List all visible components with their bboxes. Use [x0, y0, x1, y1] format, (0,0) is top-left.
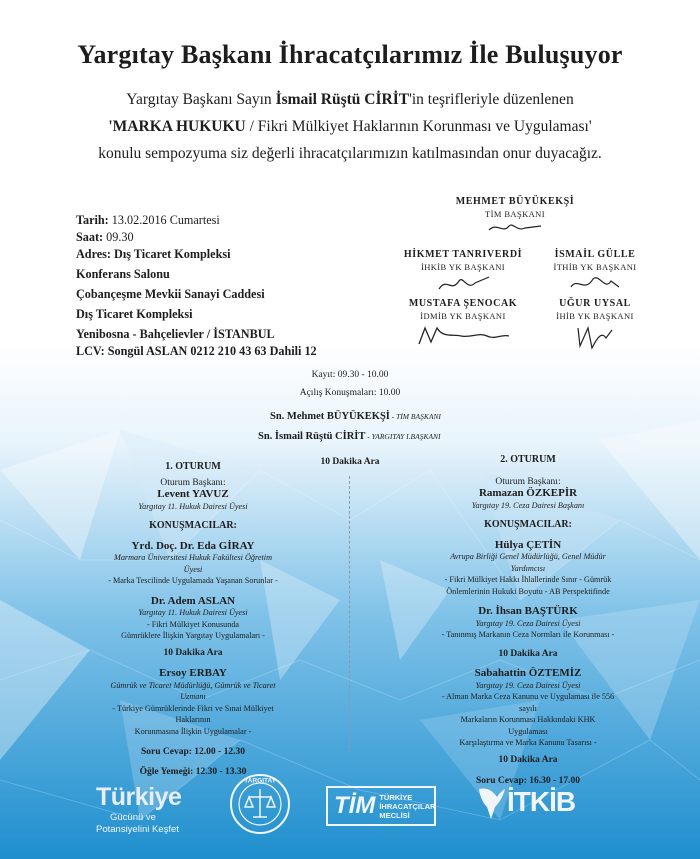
signature-graphic: [485, 220, 545, 236]
time-value: 09.30: [103, 230, 134, 244]
qa-time: Soru Cevap: 16.30 - 17.00: [476, 776, 580, 786]
symposium-topic: 'MARKA HUKUKU: [108, 118, 246, 135]
chair-role: Yargıtay 11. Hukuk Dairesi Üyesi: [138, 501, 248, 511]
speaker-name: Sn. Mehmet BÜYÜKEKŞİ: [270, 411, 390, 422]
session-heading: 2. OTURUM: [500, 454, 556, 465]
speaker-topic: Markaların Korunması Hakkındaki KHK Uygulaması: [460, 715, 596, 736]
signatory-role: İTHİB YK BAŞKANI: [553, 262, 637, 272]
speaker-topic: Karşılaştırma ve Marka Kanunu Tasarısı -: [459, 738, 597, 747]
intro-line-3: konulu sempozyuma siz değerli ihracatçılarımızın katılmasından onur duyacağız.: [98, 145, 602, 162]
speaker-name: Yrd. Doç. Dr. Eda GİRAY: [131, 539, 255, 552]
address-value: Dış Ticaret Kompleksi: [110, 247, 231, 261]
address-line: Konferans Salonu: [76, 267, 170, 281]
chair-label: Oturum Başkanı:: [160, 477, 226, 488]
signature-graphic: [433, 273, 493, 295]
signatory-role: TİM BAŞKANI: [485, 209, 545, 219]
signature-graphic: [565, 273, 625, 295]
turkiye-logo-word: Türkiye: [96, 783, 182, 811]
speaker-name: Dr. İhsan BAŞTÜRK: [478, 605, 578, 617]
tim-logo-line: İHRACATÇILAR: [379, 801, 436, 811]
speaker-role: Marmara Üniversitesi Hukuk Fakültesi Öğretim Üyesi: [114, 553, 272, 574]
break-label: 10 Dakika Ara: [320, 457, 380, 467]
speaker-topic: Korunmasına İlişkin Uygulamalar -: [134, 726, 252, 736]
signatory-name: İSMAİL GÜLLE: [554, 249, 636, 260]
lcv-row: [76, 343, 317, 360]
opening-speaker-1: [270, 411, 441, 422]
lcv-value: Songül ASLAN 0212 210 43 63 Dahili 12: [104, 344, 317, 358]
speaker-topic: - Fikri Mülkiyet Hakkı İhlallerinde Sınır - Gümrük: [444, 575, 612, 584]
event-details: [76, 212, 317, 360]
break-label: 10 Dakika Ara: [163, 647, 223, 658]
speaker-topic: - Fikri Mülkiyet Konusunda: [146, 619, 240, 629]
time-row: [76, 229, 317, 246]
speaker-topic: - Alman Marka Ceza Kanunu ve Uygulaması ile 556 sayılı: [441, 692, 615, 713]
address-line: Yenibosna - Bahçelievler / İSTANBUL: [76, 327, 275, 341]
signatory: [398, 249, 528, 295]
turkiye-logo-sub: Potansiyelini Keşfet: [96, 824, 179, 835]
itkib-bird-icon: [477, 783, 507, 821]
chair-name: Ramazan ÖZKEPİR: [478, 487, 578, 499]
speaker-topic: Önlemlerinin Hukuki Boyutu - AB Perspektifinde: [446, 586, 610, 596]
chair-role: Yargıtay 19. Ceza Dairesi Başkanı: [471, 500, 585, 510]
speaker-role: Yargıtay 19. Ceza Dairesi Üyesi: [475, 680, 581, 690]
qa-time: Soru Cevap: 12.00 - 12.30: [141, 747, 245, 757]
signature-graphic: [570, 322, 620, 352]
turkiye-logo: [96, 783, 181, 836]
intro-line-2: [0, 118, 700, 136]
speaker-topic: - Tanınmış Markanın Ceza Normları ile Korunması -: [441, 630, 615, 639]
signatory-name: UĞUR UYSAL: [559, 298, 631, 309]
signatory: [440, 196, 590, 236]
speaker-name: Sn. İsmail Rüştü CİRİT: [258, 431, 366, 442]
session-divider: [349, 476, 350, 753]
address-label: Adres:: [76, 247, 111, 261]
lunch-time: Öğle Yemeği: 12.30 - 13.30: [139, 766, 247, 777]
yargitay-seal-text: YARGITAY: [244, 777, 276, 785]
speakers-label: KONUŞMACILAR:: [149, 520, 237, 531]
signatory-name: MEHMET BÜYÜKEKŞİ: [455, 196, 575, 207]
speaker-role: Yargıtay 11. Hukuk Dairesi Üyesi: [138, 608, 248, 617]
page-title: Yargıtay Başkanı İhracatçılarımız İle Buluşuyor: [77, 40, 623, 69]
address-line: Çobançeşme Mevkii Sanayi Caddesi: [76, 287, 265, 301]
tim-logo-line: MECLİSİ: [379, 810, 410, 820]
speaker-role: Gümrük ve Ticaret Müdürlüğü, Gümrük ve Ticaret Uzmanı: [110, 680, 276, 701]
address-row: [76, 246, 317, 263]
signatory-role: İHKİB YK BAŞKANI: [421, 262, 505, 272]
lcv-label: LCV:: [76, 344, 105, 358]
signatory: [545, 298, 645, 352]
signatory: [398, 298, 528, 348]
turkiye-logo-sub: Gücünü ve: [110, 812, 156, 823]
speaker-name: Sabahattin ÖZTEMİZ: [474, 667, 582, 679]
registration-time: Kayıt: 09.30 - 10.00: [311, 370, 389, 380]
speaker-role: Yargıtay 19. Ceza Dairesi Üyesi: [475, 618, 581, 628]
speaker-role: Avrupa Birliği Genel Müdürlüğü, Genel Müdür Yardımcısı: [450, 552, 606, 573]
tim-logo-text: [379, 793, 435, 820]
speaker-name: Hülya ÇETİN: [494, 538, 562, 551]
tim-logo-short: TİM: [334, 792, 376, 819]
break-label: 10 Dakika Ara: [498, 648, 558, 659]
session-2: [440, 454, 616, 788]
opening-time: Açılış Konuşmaları: 10.00: [299, 388, 401, 398]
speakers-label: KONUŞMACILAR:: [484, 519, 572, 530]
date-label: Tarih:: [76, 213, 109, 227]
speaker-topic: Gümrüklere İlişkin Yargıtay Uygulamaları -: [121, 631, 265, 640]
speaker-name: Dr. Adem ASLAN: [150, 594, 236, 607]
symposium-topic-rest: / Fikri Mülkiyet Haklarının Korunması ve Uygulaması': [245, 118, 592, 135]
opening-speaker-2: [258, 431, 441, 442]
speaker-topic: - Marka Tescilinde Uygulamada Yaşanan Sorunlar -: [108, 576, 278, 585]
signature-graphic: [413, 322, 513, 348]
speaker-role: - TİM BAŞKANI: [389, 412, 441, 421]
signatory-role: İHİB YK BAŞKANI: [556, 311, 634, 321]
address-line: Dış Ticaret Kompleksi: [76, 307, 193, 321]
itkib-logo: [477, 783, 575, 821]
intro-text: 'in teşrifleriyle düzenlenen: [409, 91, 574, 108]
date-value: 13.02.2016 Cumartesi: [108, 213, 220, 227]
signatory-name: HİKMET TANRIVERDİ: [403, 249, 523, 260]
speaker-name: Ersoy ERBAY: [159, 667, 227, 679]
time-label: Saat:: [76, 230, 104, 244]
signatory-name: MUSTAFA ŞENOCAK: [408, 298, 518, 309]
speaker-topic: - Türkiye Gümrüklerinde Fikri ve Sınai Mülkiyet Haklarının: [112, 703, 274, 724]
tim-logo: [326, 786, 436, 826]
intro-line-1: [0, 91, 700, 109]
chair-name: Levent YAVUZ: [157, 488, 229, 500]
break-label: 10 Dakika Ara: [498, 754, 558, 765]
chair-label: Oturum Başkanı:: [495, 476, 561, 487]
yargitay-seal-icon: [229, 773, 291, 835]
signatory-role: İDMİB YK BAŞKANI: [420, 311, 506, 321]
intro-honoree-name: İsmail Rüştü CİRİT: [275, 91, 410, 108]
tim-logo-line: TÜRKİYE: [379, 792, 413, 802]
intro-text: Yargıtay Başkanı Sayın: [126, 91, 276, 108]
date-row: [76, 212, 317, 229]
session-1: [108, 461, 278, 778]
itkib-logo-text: İTKİB: [507, 786, 576, 817]
signatory: [540, 249, 650, 295]
session-heading: 1. OTURUM: [165, 461, 221, 472]
speaker-role: - YARGITAY I.BAŞKANI: [365, 432, 441, 441]
